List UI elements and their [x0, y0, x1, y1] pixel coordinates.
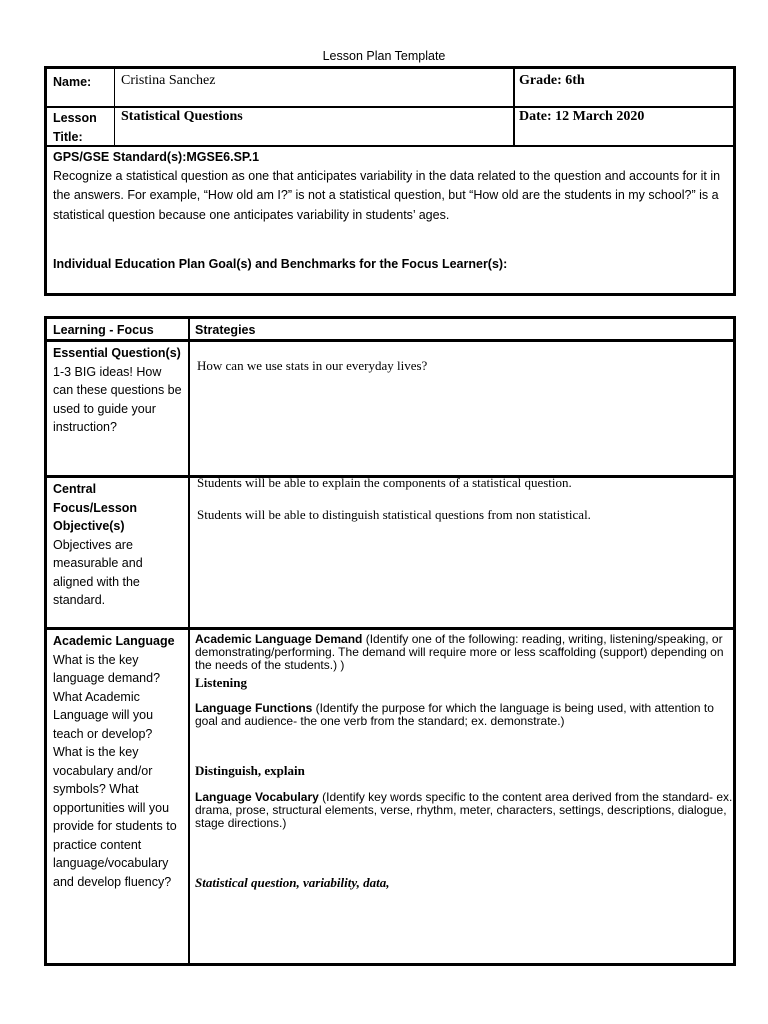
divider: [513, 69, 515, 145]
page-title: Lesson Plan Template: [322, 49, 446, 63]
col-header-strategies: Strategies: [195, 323, 256, 337]
focus-table: [44, 316, 736, 966]
functions-text: (Identify the purpose for which the language is being used, with attention to goal and audience- the one verb from the standard; ex. demonstrate.): [195, 700, 714, 728]
language-vocabulary: [195, 791, 735, 830]
academic-language-content: [195, 633, 735, 893]
essential-prompt: 1-3 BIG ideas! How can these questions be used to guide your instruction?: [53, 364, 182, 434]
language-functions: [195, 702, 735, 728]
lesson-label: [53, 109, 97, 146]
grade-label: Grade: 6th: [519, 73, 585, 88]
academic-language-label: [53, 632, 185, 891]
vocab-text: (Identify key words specific to the content area derived from the standard- ex. drama, prose, structural elements, verse, rhythm, meter, characters, settings, descriptions, dialogue, stage directions.): [195, 790, 733, 830]
vocab-answer: Statistical question, variability, data,: [195, 875, 390, 890]
essential-answer: How can we use stats in our everyday lives?: [197, 358, 428, 373]
academic-prompt: What is the key language demand? What Academic Language will you teach or develop? What is the key vocabulary and/or symbols? What opportunities will you provide for students to practice content language/vocabulary and develop fluency?: [53, 652, 177, 889]
name-label: Name:: [53, 75, 92, 89]
standards-heading: GPS/GSE Standard(s):MGSE6.SP.1: [53, 150, 260, 164]
demand-answer: Listening: [195, 675, 248, 690]
central-focus-label: [53, 480, 183, 610]
demand-text: (Identify one of the following: reading, writing, listening/speaking, or demonstrating/performing. The demand will require more or less scaffolding (support) depending on the needs of the students.) ): [195, 632, 724, 672]
divider: [47, 627, 733, 630]
divider: [188, 319, 190, 963]
central-prompt: Objectives are measurable and aligned with the standard.: [53, 537, 143, 607]
lesson-label-line1: Lesson: [53, 111, 97, 125]
demand-label: Academic Language Demand: [195, 632, 363, 646]
central-answer-1: Students will be able to explain the components of a statistical question.: [197, 475, 572, 490]
iep-heading: Individual Education Plan Goal(s) and Benchmarks for the Focus Learner(s):: [53, 257, 508, 271]
essential-heading: Essential Question(s): [53, 346, 181, 360]
functions-answer: Distinguish, explain: [195, 762, 305, 778]
essential-question-label: [53, 344, 183, 437]
lesson-label-line2: Title:: [53, 129, 83, 144]
divider: [47, 145, 733, 147]
col-header-learning-focus: Learning - Focus: [53, 323, 154, 337]
vocab-label: Language Vocabulary: [195, 790, 319, 804]
name-value: Cristina Sanchez: [121, 73, 216, 88]
functions-label: Language Functions: [195, 700, 313, 715]
lesson-title: Statistical Questions: [121, 109, 243, 124]
academic-heading: Academic Language: [53, 634, 175, 648]
date-label: Date: 12 March 2020: [519, 109, 645, 124]
central-answer-2: Students will be able to distinguish statistical questions from non statistical.: [197, 507, 591, 522]
header-table: [44, 66, 736, 296]
central-heading: Central Focus/Lesson Objective(s): [53, 482, 138, 533]
standards-section: [53, 148, 729, 274]
divider: [114, 69, 115, 145]
standards-body: Recognize a statistical question as one that anticipates variability in the data related to the question and accounts for it in the answers. For example, “How old am I?” is not a statistical question, but “How old are the students in my school?” is a statistical question because one anticipates variability in students’ ages.: [53, 168, 721, 222]
language-demand: [195, 633, 735, 672]
